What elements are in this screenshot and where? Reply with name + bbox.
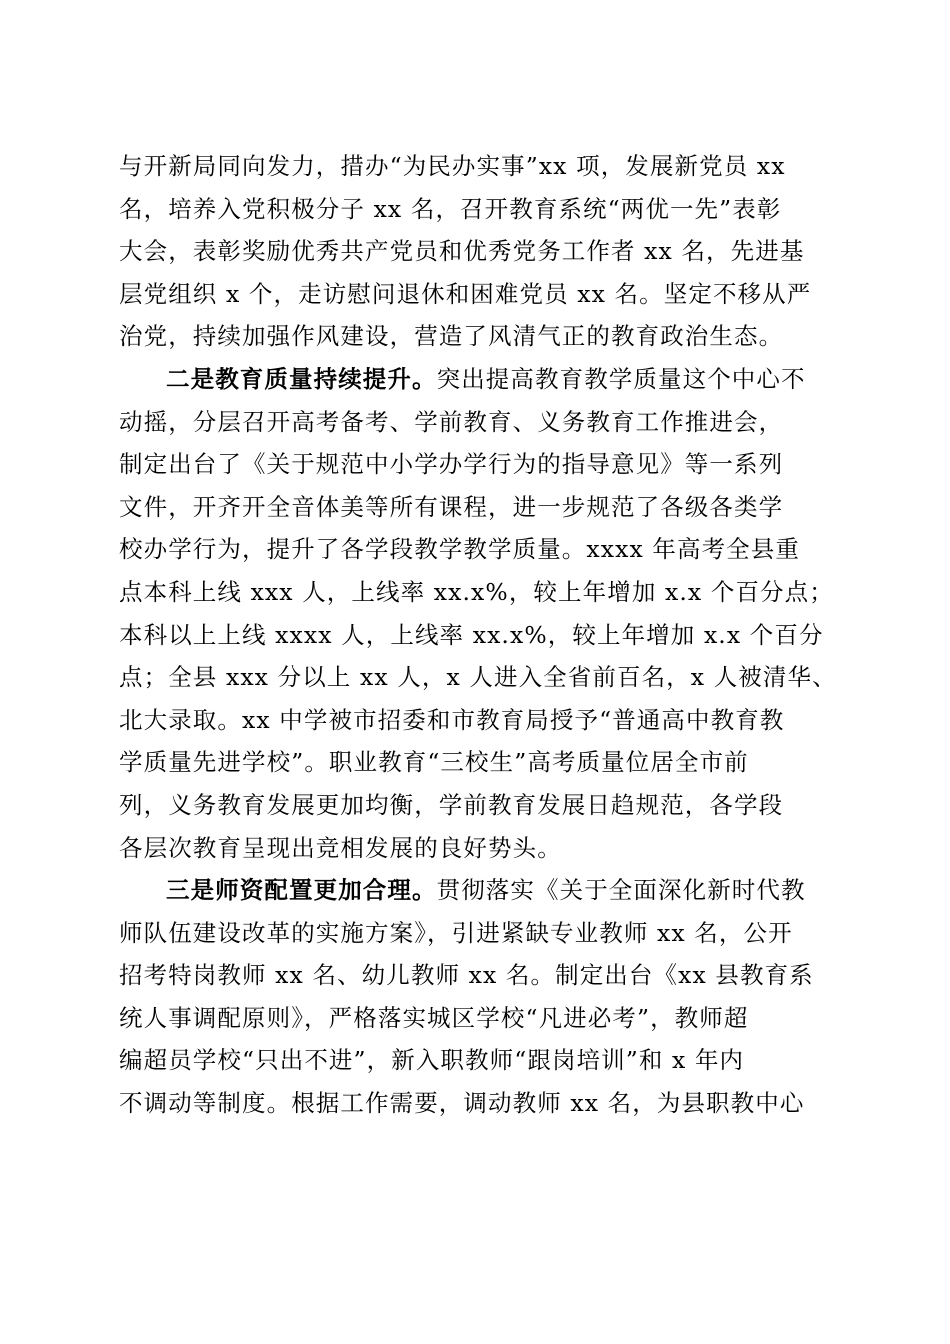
text-line: 制定出台了《关于规范中小学办学行为的指导意见》等一系列 bbox=[119, 450, 784, 479]
text-line: 本科以上上线 xxxx 人，上线率 xx.x%，较上年增加 x.x 个百分 bbox=[119, 620, 824, 649]
paragraph-teacher-allocation bbox=[119, 869, 833, 1125]
text-line: 治党，持续加强作风建设，营造了风清气正的教育政治生态。 bbox=[119, 322, 784, 351]
paragraph-party-building bbox=[119, 145, 833, 358]
text-line: 校办学行为，提升了各学段教学教学质量。xxxx 年高考全县重 bbox=[119, 535, 800, 564]
text-run: 贯彻落实《关于全面深化新时代教 bbox=[436, 876, 806, 905]
text-line: 与开新局同向发力，措办“为民办实事”xx 项，发展新党员 xx bbox=[119, 152, 786, 180]
document-body bbox=[119, 145, 837, 1125]
text-line: 层党组织 x 个，走访慰问退休和困难党员 xx 名。坚定不移从严 bbox=[119, 279, 812, 308]
text-line: 名，培养入党积极分子 xx 名，召开教育系统“两优一先”表彰 bbox=[119, 194, 782, 223]
text-line: 各层次教育呈现出竞相发展的良好势头。 bbox=[119, 833, 562, 862]
text-line-first bbox=[119, 358, 833, 401]
text-line: 点；全县 xxx 分以上 xx 人，x 人进入全省前百名，x 人被清华、 bbox=[119, 663, 837, 692]
text-line: 列，义务教育发展更加均衡，学前教育发展日趋规范，各学段 bbox=[119, 790, 784, 819]
text-line: 师队伍建设改革的实施方案》，引进紧缺专业教师 xx 名，公开 bbox=[119, 918, 793, 947]
paragraph-heading: 三是师资配置更加合理。 bbox=[166, 876, 437, 905]
text-line: 学质量先进学校”。职业教育“三校生”高考质量位居全市前 bbox=[119, 748, 749, 777]
text-line: 北大录取。xx 中学被市招委和市教育局授予“普通高中教育教 bbox=[119, 705, 785, 734]
text-line: 大会，表彰奖励优秀共产党员和优秀党务工作者 xx 名，先进基 bbox=[119, 237, 805, 266]
text-line: 招考特岗教师 xx 名、幼儿教师 xx 名。制定出台《xx 县教育系 bbox=[119, 961, 814, 990]
paragraph-heading: 二是教育质量持续提升。 bbox=[166, 364, 437, 393]
text-line: 点本科上线 xxx 人，上线率 xx.x%，较上年增加 x.x 个百分点； bbox=[119, 577, 834, 606]
paragraph-education-quality bbox=[119, 358, 837, 869]
text-line: 不调动等制度。根据工作需要，调动教师 xx 名，为县职教中心 bbox=[119, 1089, 805, 1118]
text-line: 统人事调配原则》，严格落实城区学校“凡进必考”，教师超 bbox=[119, 1003, 749, 1032]
text-run: 突出提高教育教学质量这个中心不 bbox=[436, 364, 806, 393]
text-line: 编超员学校“只出不进”，新入职教师“跟岗培训”和 x 年内 bbox=[119, 1046, 745, 1075]
text-line: 动摇，分层召开高考备考、学前教育、义务教育工作推进会， bbox=[119, 407, 784, 436]
text-line-first bbox=[119, 869, 833, 912]
text-line: 文件，开齐开全音体美等所有课程，进一步规范了各级各类学 bbox=[119, 492, 784, 521]
